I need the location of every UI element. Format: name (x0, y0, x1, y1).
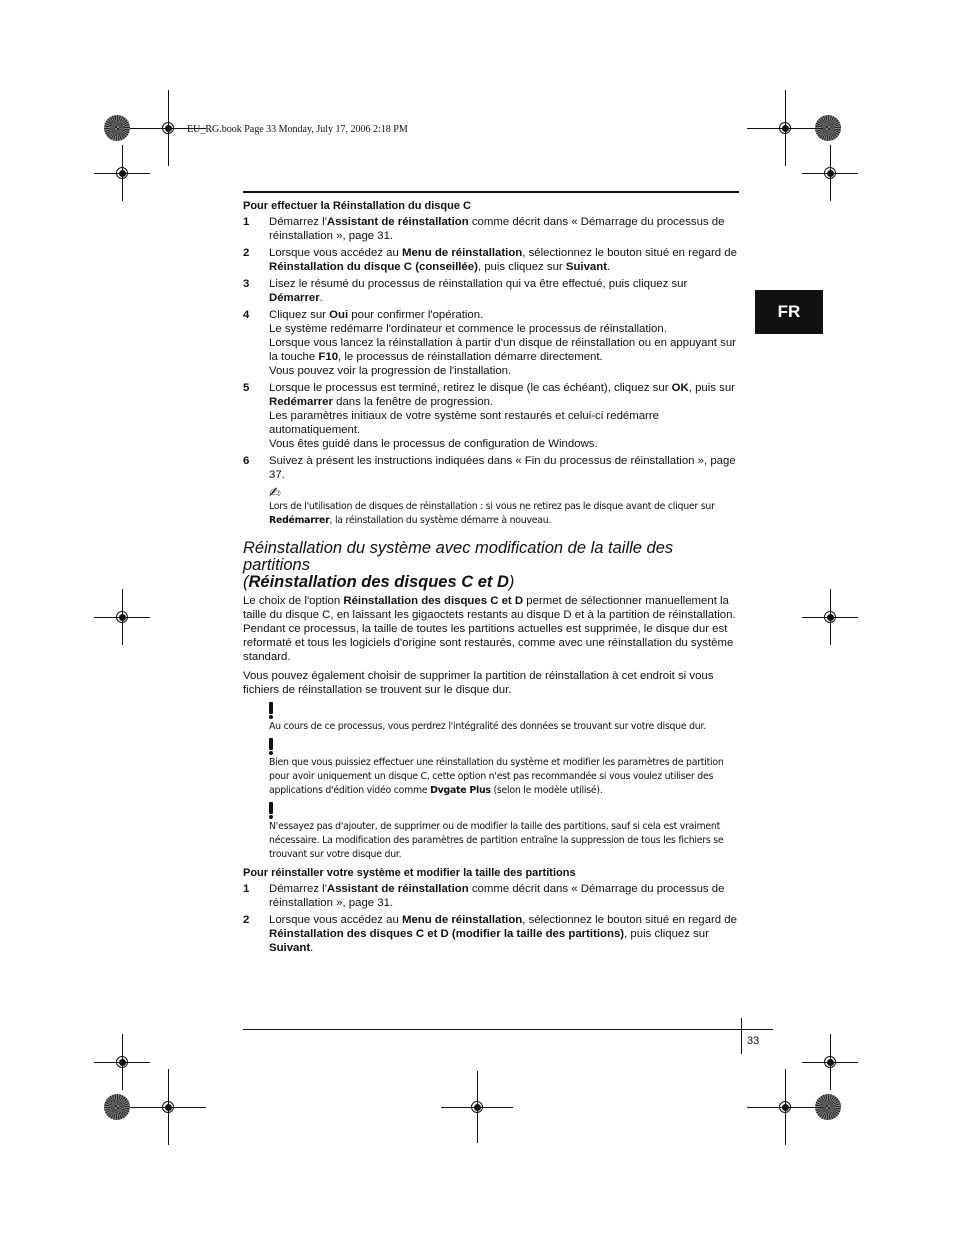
section-title (243, 540, 739, 591)
exclamation-icon (269, 702, 273, 719)
language-tab: FR (755, 290, 823, 334)
procedure-1-step-3 (243, 277, 739, 305)
exclamation-icon (269, 802, 273, 819)
pencil-note-icon: ✍ (269, 485, 281, 501)
warning-block (269, 802, 739, 862)
section-paragraph-1: Le choix de l'option Réinstallation des disques C et D permet de sélectionner manuellement la taille du disque C, en laissant les gigaoctets restants au disque D et à la partition de réinstallation. Pendant ce processus, la taille de toutes les partitions actuelles est supprimée, le disque dur est reformaté et tous les logiciels d'origine sont restaurés, comme avec une réinstallation du système standard. (243, 595, 736, 663)
note-text: Lors de l'utilisation de disques de réinstallation : si vous ne retirez pas le disque avant de cliquer sur Redémarrer, la réinstallation du système démarre à nouveau. (269, 501, 715, 526)
procedure-1-step-2 (243, 246, 739, 274)
section-title-paren-open: ( (243, 573, 249, 591)
procedure-2-steps (243, 882, 739, 955)
step-number: 1 (243, 216, 250, 228)
exclamation-icon (269, 738, 273, 755)
step-text: Cliquez sur Oui pour confirmer l'opération. Le système redémarre l'ordinateur et commence le processus de réinstallation. Lorsque vous lancez la réinstallation à partir d'un disque de réinstallation ou en appuyant sur la touche F10, le processus de réinstallation démarre directement. Vous pouvez voir la progression de l'installation. (269, 309, 736, 377)
warning-text: Bien que vous puissiez effectuer une réinstallation du système et modifier les paramètres de partition pour avoir uniquement un disque C, cette option n'est pas recommandée si vous voulez utiliser des applications d'édition vidéo comme Dvgate Plus (selon le modèle utilisé). (269, 757, 724, 796)
warnings-list (243, 702, 739, 862)
registration-disc-icon (104, 1094, 130, 1120)
section-title-line1: Réinstallation du système avec modification de la taille des partitions (243, 539, 674, 574)
file-info-header: EU_RG.book Page 33 Monday, July 17, 2006 2:18 PM (187, 124, 408, 135)
page-content (243, 199, 739, 958)
section-title-bold: Réinstallation des disques C et D (248, 573, 509, 591)
step-text: Lorsque vous accédez au Menu de réinstallation, sélectionnez le bouton situé en regard de Réinstallation des disques C et D (modifier la taille des partitions), puis cliquez sur Suivant. (269, 914, 737, 954)
procedure-2-step-2 (243, 913, 739, 955)
procedure-1-step-5 (243, 381, 739, 451)
step-number: 5 (243, 382, 250, 394)
top-rule (243, 191, 739, 193)
step-text: Lorsque vous accédez au Menu de réinstallation, sélectionnez le bouton situé en regard de Réinstallation du disque C (conseillée), puis cliquez sur Suivant. (269, 247, 737, 273)
step-text: Démarrez l'Assistant de réinstallation comme décrit dans « Démarrage du processus de réinstallation », page 31. (269, 216, 725, 242)
procedure-2-title: Pour réinstaller votre système et modifier la taille des partitions (243, 867, 576, 879)
note-block (269, 485, 739, 528)
step-number: 1 (243, 883, 250, 895)
step-number: 6 (243, 455, 250, 467)
step-text: Démarrez l'Assistant de réinstallation comme décrit dans « Démarrage du processus de réinstallation », page 31. (269, 883, 725, 909)
procedure-1-step-6 (243, 454, 739, 482)
step-text: Lorsque le processus est terminé, retirez le disque (le cas échéant), cliquez sur OK, puis sur Redémarrer dans la fenêtre de progression. Les paramètres initiaux de votre système sont restaurés et celui-ci redémarre automatiquement. Vous êtes guidé dans le processus de configuration de Windows. (269, 382, 735, 450)
step-text: Suivez à présent les instructions indiquées dans « Fin du processus de réinstallation », page 37. (269, 455, 736, 481)
page-number: 33 (747, 1035, 760, 1047)
step-number: 2 (243, 914, 250, 926)
registration-disc-icon (104, 115, 130, 141)
procedure-1-step-1 (243, 215, 739, 243)
warning-text: Au cours de ce processus, vous perdrez l'intégralité des données se trouvant sur votre disque dur. (269, 721, 706, 732)
procedure-steps (243, 215, 739, 482)
warning-block (269, 738, 739, 798)
page-number-divider (741, 1018, 742, 1054)
step-text: Lisez le résumé du processus de réinstallation qui va être effectué, puis cliquez sur Démarrer. (269, 278, 688, 304)
section-paragraph-2: Vous pouvez également choisir de supprimer la partition de réinstallation à cet endroit si vous fichiers de réinstallation se trouvent sur le disque dur. (243, 670, 714, 696)
warning-text: N'essayez pas d'ajouter, de supprimer ou de modifier la taille des partitions, sauf si cela est vraiment nécessaire. La modification des paramètres de partition entraîne la suppression de tous les fichiers se trouvant sur votre disque dur. (269, 821, 724, 860)
section-title-paren-close: ) (508, 573, 515, 591)
step-number: 2 (243, 247, 250, 259)
step-number: 4 (243, 309, 250, 321)
procedure-title: Pour effectuer la Réinstallation du disque C (243, 200, 471, 212)
bottom-rule (243, 1029, 773, 1030)
procedure-1-step-4 (243, 308, 739, 378)
procedure-2-step-1 (243, 882, 739, 910)
step-number: 3 (243, 278, 250, 290)
warning-block (269, 702, 739, 734)
